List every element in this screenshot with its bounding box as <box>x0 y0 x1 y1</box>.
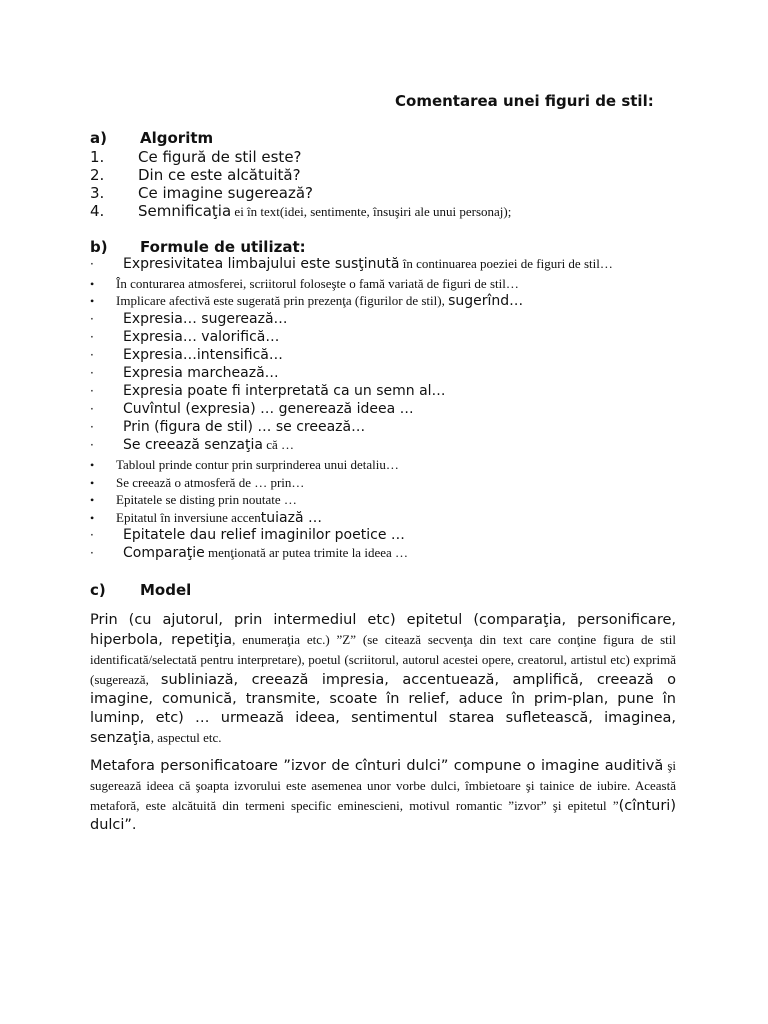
list-item <box>90 276 519 292</box>
section-a-title: Algoritm <box>140 129 214 147</box>
item-number: 1. <box>90 148 105 166</box>
bullet: • <box>90 458 95 472</box>
item-text: Expresia… sugerează… <box>123 311 288 327</box>
item-text-serif: Se creează o atmosferă de … prin… <box>116 475 305 490</box>
item-text-serif: Implicare afectivă este sugerată prin prezenţa (figurilor de stil), <box>116 293 449 308</box>
list-item <box>90 256 613 272</box>
item-text-serif: menţionată ar putea trimite la ideea … <box>204 545 409 560</box>
item-text: Epitatele dau relief imaginilor poetice … <box>123 527 405 543</box>
para-text-serif: , aspectul etc. <box>150 730 222 745</box>
section-c-label: c) <box>90 581 106 599</box>
list-item <box>90 311 288 327</box>
bullet: • <box>90 277 95 291</box>
list-item <box>90 329 279 345</box>
para-text-serif: , enumeraţia etc.) ”Z” (se citează secvenţa din text care conţine figura de stil identificată/selectată pentru interpretare), poetul (scriitorul, autorul acestei opere, creatorul, artistul etc) exprimă (sugerează, <box>90 632 677 687</box>
section-c-heading <box>90 581 191 599</box>
item-text: Comparaţie <box>123 545 205 561</box>
item-text: Expresia poate fi interpretată ca un semn al… <box>123 383 446 399</box>
list-item <box>90 383 446 399</box>
bullet: · <box>90 546 94 560</box>
item-text: tuiază … <box>260 510 322 526</box>
list-item <box>90 475 304 491</box>
algorithm-item <box>90 202 511 220</box>
item-number: 4. <box>90 202 105 220</box>
list-item <box>90 293 523 309</box>
list-item <box>90 545 408 561</box>
bullet: · <box>90 438 94 452</box>
item-text: Ce imagine sugerează? <box>138 184 313 202</box>
bullet: · <box>90 257 94 271</box>
item-text: Semnificaţia <box>138 202 232 220</box>
item-number: 2. <box>90 166 105 184</box>
bullet: · <box>90 384 94 398</box>
algorithm-item <box>90 148 302 166</box>
section-b-label: b) <box>90 238 108 256</box>
item-text-serif: că … <box>262 437 294 452</box>
list-item <box>90 401 414 417</box>
bullet: · <box>90 348 94 362</box>
item-text-serif: Tabloul prinde contur prin surprinderea unui detaliu… <box>116 457 399 472</box>
para-text: subliniază, creează impresia, accentuează, amplifică, creează o imagine, comunică, transmite, scoate în relief, aduce în prim-plan, pune în luminp, etc) … urmează ideea, sentimentul starea sufletească, imaginea, senzaţia <box>90 672 676 746</box>
bullet: • <box>90 476 95 490</box>
section-c-title: Model <box>140 581 192 599</box>
bullet: · <box>90 330 94 344</box>
item-text: Ce figură de stil este? <box>138 148 302 166</box>
para-text: (cînturi) dulci”. <box>90 798 676 833</box>
algorithm-item <box>90 166 301 184</box>
item-text-serif: Epitatele se disting prin noutate … <box>116 492 297 507</box>
para-text: Prin (cu ajutorul, prin intermediul etc) epitetul (comparaţia, personificare, hiperbola, repetiţia <box>90 612 676 648</box>
item-text: Prin (figura de stil) … se creează… <box>123 419 366 435</box>
page-title: Comentarea unei figuri de stil: <box>395 92 654 110</box>
item-text: Se creează senzaţia <box>123 437 263 453</box>
bullet: · <box>90 528 94 542</box>
item-text-tail: ei în text(idei, sentimente, însuşiri ale unui personaj); <box>231 204 512 219</box>
list-item <box>90 365 279 381</box>
bullet: · <box>90 312 94 326</box>
bullet: • <box>90 493 95 507</box>
bullet: · <box>90 420 94 434</box>
para-text-serif: şi sugerează ideea că şoapta izvorului este asemenea unor vorbe dulci, îmbietoare şi tainice de iubire. Această metaforă, este alcătuită din termeni specific eminescieni, motivul romantic ”izvor” şi epitetul ” <box>90 758 677 813</box>
item-text-serif: în continuarea poeziei de figuri de stil… <box>399 256 613 271</box>
algorithm-item <box>90 184 313 202</box>
item-text-serif: Epitatul în inversiune accen <box>116 510 261 525</box>
list-item <box>90 492 297 508</box>
bullet: • <box>90 511 95 525</box>
section-b-title: Formule de utilizat: <box>140 238 306 256</box>
para-text: Metafora personificatoare ”izvor de cînturi dulci” compune o imagine auditivă <box>90 758 664 774</box>
list-item <box>90 347 283 363</box>
list-item <box>90 527 405 543</box>
list-item <box>90 457 399 473</box>
model-paragraph-2 <box>90 756 676 835</box>
item-text-serif: În conturarea atmosferei, scriitorul foloseşte o famă variată de figuri de stil… <box>116 276 519 291</box>
bullet: · <box>90 402 94 416</box>
item-text: Expresia…intensifică… <box>123 347 283 363</box>
item-number: 3. <box>90 184 105 202</box>
item-text: Expresia marchează… <box>123 365 279 381</box>
bullet: · <box>90 366 94 380</box>
list-item <box>90 510 322 526</box>
item-text: Din ce este alcătuită? <box>138 166 301 184</box>
item-text: Expresivitatea limbajului este susţinută <box>123 256 400 272</box>
item-text: sugerînd… <box>448 293 524 309</box>
item-text: Expresia… valorifică… <box>123 329 280 345</box>
bullet: • <box>90 294 95 308</box>
list-item <box>90 437 294 453</box>
item-text: Cuvîntul (expresia) … generează ideea … <box>123 401 414 417</box>
model-paragraph-1 <box>90 611 676 748</box>
list-item <box>90 419 365 435</box>
section-a-label: a) <box>90 129 107 147</box>
section-a-heading <box>90 129 213 147</box>
section-b-heading <box>90 238 306 256</box>
